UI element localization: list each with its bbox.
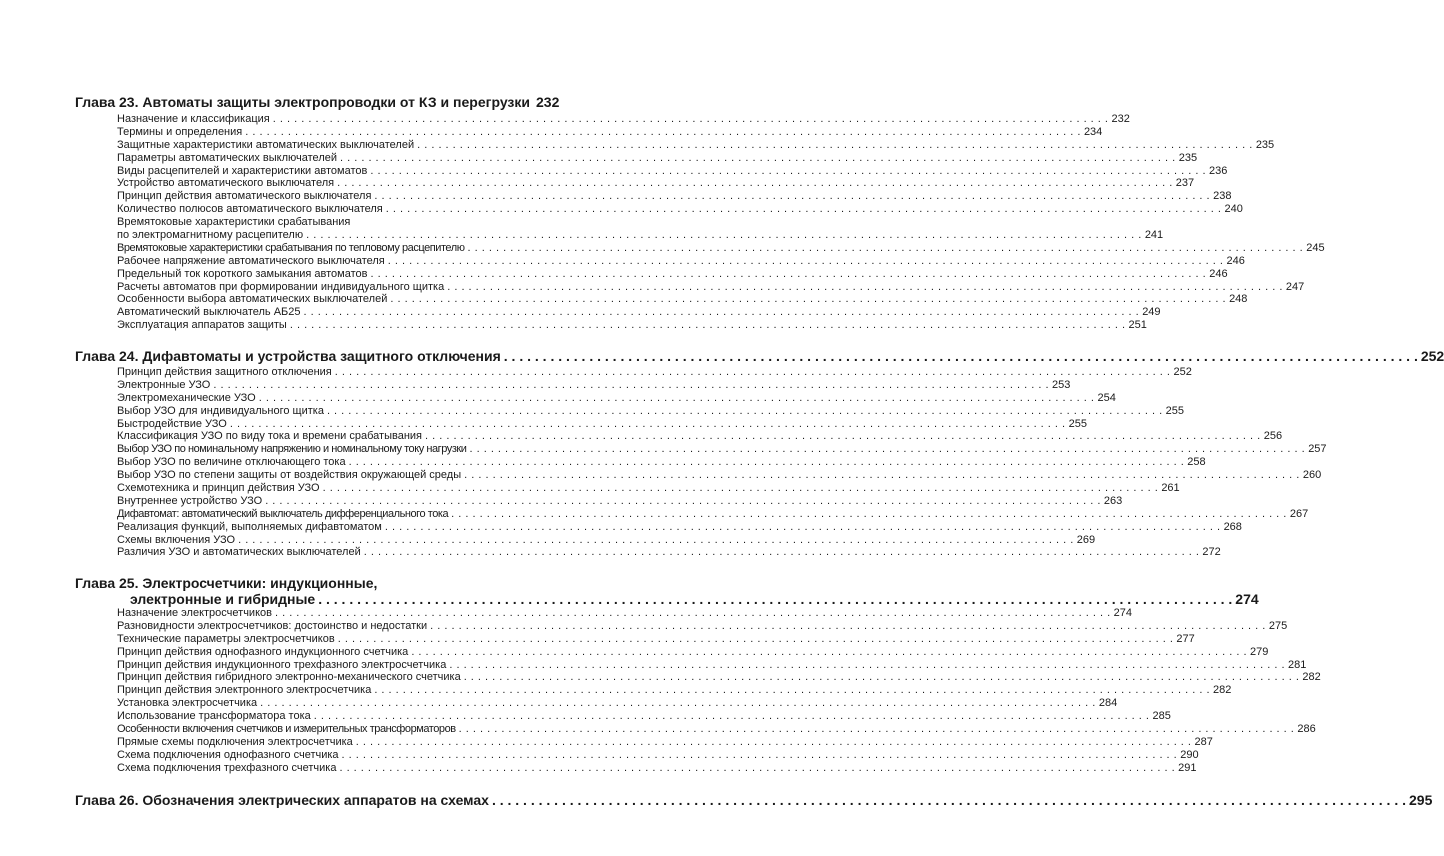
entry-title: Классификация УЗО по виду тока и времени срабатывания	[117, 430, 422, 443]
chapter-page-number: 274	[1235, 591, 1259, 607]
toc-entry[interactable]	[117, 494, 1123, 508]
dot-leader	[385, 521, 1221, 534]
dot-leader	[275, 607, 1111, 620]
entry-title: Схема подключения однофазного счетчика	[117, 748, 339, 761]
dot-leader	[230, 418, 1066, 431]
dot-leader	[290, 319, 1126, 332]
entry-title-continued: по электромагнитному расцепителю	[117, 229, 304, 241]
toc-entry[interactable]	[117, 177, 1195, 190]
dot-leader	[327, 405, 1163, 418]
dot-leader	[447, 281, 1283, 294]
entry-page-number: 238	[1213, 190, 1232, 203]
toc-entry[interactable]	[117, 443, 1327, 456]
entry-title: Электромеханические УЗО	[117, 391, 256, 404]
entry-page-number: 255	[1068, 417, 1087, 430]
entry-title: Прямые схемы подключения электросчетчика	[117, 735, 353, 748]
entry-title: Быстродействие УЗО	[117, 417, 227, 430]
entry-page-number: 256	[1263, 430, 1283, 443]
entry-page-number: 235	[1255, 138, 1275, 151]
toc-entry[interactable]	[117, 658, 1307, 672]
dot-leader	[364, 546, 1200, 559]
chapter-title: Глава 23. Автоматы защиты электропроводки от КЗ и перегрузки	[75, 94, 530, 110]
dot-leader	[339, 762, 1175, 775]
dot-leader	[259, 392, 1095, 405]
toc-entry[interactable]	[117, 112, 1130, 126]
dot-leader	[459, 723, 1295, 736]
dot-leader	[417, 139, 1253, 152]
toc-entry[interactable]	[117, 151, 1198, 165]
entry-page-number: 237	[1175, 177, 1195, 190]
chapter-entries	[117, 365, 1327, 559]
entry-page-number: 236	[1209, 164, 1228, 177]
toc-entry[interactable]	[117, 203, 1243, 216]
chapter-entries	[117, 112, 1325, 332]
entry-title: Внутреннее устройство УЗО	[117, 494, 263, 507]
toc-entry[interactable]	[117, 723, 1316, 736]
entry-title: Выбор УЗО по номинальному напряжению и номинальному току нагрузки	[117, 443, 467, 456]
dot-leader	[238, 534, 1074, 547]
entry-title: Использование трансформатора тока	[117, 710, 311, 723]
entry-page-number: 282	[1302, 671, 1321, 684]
entry-page-number: 281	[1288, 658, 1307, 671]
dot-leader	[245, 126, 1081, 139]
entry-page-number: 258	[1187, 456, 1206, 469]
entry-page-number: 248	[1229, 293, 1248, 306]
dot-leader	[492, 792, 1406, 808]
dot-leader	[449, 659, 1285, 672]
chapter-heading[interactable]	[75, 792, 1433, 808]
entry-page-number: 255	[1165, 404, 1184, 417]
dot-leader	[303, 306, 1139, 319]
dot-leader	[335, 366, 1171, 379]
entry-page-number: 286	[1297, 723, 1316, 735]
chapter-heading[interactable]	[75, 348, 1444, 364]
dot-leader	[411, 646, 1247, 659]
toc-entry[interactable]	[117, 697, 1118, 710]
entry-page-number: 287	[1194, 735, 1213, 748]
dot-leader	[386, 203, 1222, 216]
entry-title: Установка электросчетчика	[117, 697, 258, 710]
entry-page-number: 284	[1098, 697, 1118, 710]
entry-title: Времятоковые характеристики срабатывания по тепловому расцепителю	[117, 241, 465, 254]
toc-entry[interactable]	[117, 417, 1087, 431]
toc-entry[interactable]	[117, 710, 1171, 723]
entry-page-number: 247	[1285, 280, 1305, 293]
entry-page-number: 260	[1302, 469, 1322, 482]
toc-entry[interactable]	[117, 632, 1195, 646]
entry-page-number: 272	[1202, 546, 1221, 559]
toc-entry[interactable]	[117, 507, 1309, 521]
entry-title: Принцип действия электронного электросчетчика	[117, 684, 372, 697]
dot-leader	[464, 671, 1300, 684]
chapter-title: Глава 25. Электросчетчики: индукционные,	[75, 575, 378, 591]
entry-title: Параметры автоматических выключателей	[117, 151, 337, 164]
dot-leader	[374, 684, 1210, 697]
entry-page-number: 274	[1113, 606, 1133, 619]
toc-entry[interactable]	[117, 293, 1248, 306]
dot-leader	[306, 229, 1142, 242]
toc-entry[interactable]	[117, 319, 1147, 332]
entry-page-number: 240	[1224, 203, 1243, 216]
entry-page-number: 246	[1226, 254, 1245, 267]
dot-leader	[323, 482, 1159, 495]
chapter-heading[interactable]	[75, 575, 542, 591]
entry-title: Принцип действия однофазного индукционного счетчика	[117, 645, 409, 658]
entry-title: Расчеты автоматов при формировании индивидуального щитка	[117, 280, 445, 293]
entry-title: Принцип действия защитного отключения	[117, 365, 332, 378]
toc-entry[interactable]	[117, 619, 1288, 633]
entry-page-number: 261	[1161, 482, 1180, 494]
entry-title: Электронные УЗО	[117, 378, 211, 391]
entry-page-number: 263	[1103, 494, 1123, 507]
chapter-title: Глава 24. Дифавтоматы и устройства защитного отключения	[75, 348, 501, 364]
toc-entry[interactable]	[117, 125, 1103, 139]
entry-title: Выбор УЗО по степени защиты от воздействия окружающей среды	[117, 469, 462, 482]
entry-title: Принцип действия автоматического выключателя	[117, 190, 372, 203]
entry-title: Защитные характеристики автоматических выключателей	[117, 138, 415, 151]
entry-title: Автоматический выключатель АБ25	[117, 306, 301, 319]
entry-page-number: 269	[1076, 533, 1096, 546]
entry-title: Дифавтомат: автоматический выключатель дифференциального тока	[117, 507, 449, 520]
toc-entry[interactable]	[117, 391, 1116, 405]
entry-page-number: 267	[1289, 507, 1309, 520]
toc-entry[interactable]	[117, 280, 1305, 294]
entry-title: Количество полюсов автоматического выключателя	[117, 203, 383, 216]
dot-leader	[338, 633, 1174, 646]
entry-title: Особенности выбора автоматических выключателей	[117, 293, 388, 306]
dot-leader	[273, 113, 1109, 126]
entry-page-number: 245	[1306, 241, 1325, 254]
entry-page-number: 277	[1176, 632, 1195, 645]
entry-page-number: 252	[1173, 365, 1192, 378]
dot-leader	[469, 443, 1305, 456]
entry-title: Рабочее напряжение автоматического выключателя	[117, 254, 385, 267]
dot-leader	[213, 379, 1049, 392]
toc-entry[interactable]	[117, 735, 1213, 749]
entry-page-number: 234	[1083, 125, 1103, 138]
toc-entry[interactable]	[117, 546, 1221, 559]
toc-entry[interactable]	[117, 138, 1275, 152]
dot-leader	[504, 348, 1418, 364]
entry-page-number: 253	[1052, 378, 1071, 391]
chapter-title: Глава 26. Обозначения электрических аппаратов на схемах	[75, 792, 489, 808]
chapter-page-number: 252	[1420, 348, 1444, 364]
toc-entry[interactable]	[117, 645, 1269, 659]
dot-leader	[390, 293, 1226, 306]
dot-leader	[430, 620, 1266, 633]
dot-leader	[314, 710, 1150, 723]
entry-title: Эксплуатация аппаратов защиты	[117, 319, 287, 332]
entry-title: Схемы включения УЗО	[117, 533, 236, 546]
entry-page-number: 254	[1097, 391, 1116, 404]
entry-page-number: 275	[1268, 619, 1288, 632]
entry-title: Термины и определения	[117, 125, 243, 138]
entry-page-number: 232	[1111, 112, 1130, 125]
entry-title: Реализация функций, выполняемых дифавтоматом	[117, 520, 382, 533]
dot-leader	[356, 736, 1192, 749]
entry-title: Времятоковые характеристики срабатывания	[117, 216, 351, 229]
dot-leader	[337, 177, 1173, 190]
entry-title: Особенности включения счетчиков и измерительных трансформаторов	[117, 723, 456, 735]
dot-leader	[425, 430, 1261, 443]
toc-entry[interactable]	[117, 533, 1096, 547]
entry-title: Технические параметры электросчетчиков	[117, 632, 335, 645]
entry-title: Назначение электросчетчиков	[117, 606, 272, 619]
toc-entry[interactable]	[117, 241, 1325, 255]
chapter-page-number: 232	[536, 94, 560, 110]
entry-title: Разновидности электросчетчиков: достоинство и недостатки	[117, 619, 428, 632]
dot-leader	[349, 456, 1185, 469]
toc-entry[interactable]	[117, 216, 1164, 242]
toc-entry[interactable]	[117, 748, 1199, 762]
toc-entry[interactable]	[117, 190, 1232, 203]
dot-leader	[451, 508, 1287, 521]
entry-page-number: 241	[1144, 229, 1164, 241]
entry-title: Устройство автоматического выключателя	[117, 177, 335, 190]
toc-entry[interactable]	[117, 404, 1184, 418]
entry-page-number: 257	[1308, 443, 1327, 456]
entry-page-number: 249	[1142, 306, 1161, 319]
chapter-heading[interactable]	[75, 94, 560, 110]
toc-entry[interactable]	[117, 482, 1180, 495]
chapter-heading-continued[interactable]	[130, 591, 1259, 607]
toc-entry[interactable]	[117, 378, 1071, 392]
entry-title: Предельный ток короткого замыкания автоматов	[117, 267, 368, 280]
toc-entry[interactable]	[117, 606, 1133, 620]
dot-leader	[468, 242, 1304, 255]
entry-page-number: 246	[1209, 267, 1228, 280]
toc-entry[interactable]	[117, 761, 1197, 775]
chapter-title-continued: электронные и гибридные	[130, 591, 316, 607]
dot-leader	[374, 190, 1210, 203]
toc-entry[interactable]	[117, 306, 1161, 319]
toc-entry[interactable]	[117, 520, 1242, 534]
entry-title: Схемотехника и принцип действия УЗО	[117, 482, 320, 494]
entry-page-number: 291	[1178, 761, 1197, 774]
entry-title: Назначение и классификация	[117, 112, 270, 125]
toc-entry[interactable]	[117, 254, 1245, 268]
dot-leader	[318, 591, 1232, 607]
toc-entry[interactable]	[117, 469, 1322, 482]
toc-entry[interactable]	[117, 456, 1206, 469]
toc-entry[interactable]	[117, 684, 1232, 697]
entry-page-number: 282	[1213, 684, 1232, 697]
toc-entry[interactable]	[117, 164, 1228, 178]
dot-leader	[370, 165, 1206, 178]
entry-page-number: 268	[1223, 520, 1242, 533]
dot-leader	[464, 469, 1300, 482]
entry-page-number: 290	[1180, 748, 1199, 761]
entry-title: Схема подключения трехфазного счетчика	[117, 761, 337, 774]
chapter-entries	[117, 606, 1321, 775]
dot-leader	[260, 697, 1096, 710]
toc-entry[interactable]	[117, 671, 1321, 684]
toc-entry[interactable]	[117, 430, 1283, 443]
toc-entry[interactable]	[117, 267, 1228, 281]
dot-leader	[371, 268, 1207, 281]
entry-title: Различия УЗО и автоматических выключателей	[117, 546, 361, 559]
dot-leader	[340, 152, 1176, 165]
dot-leader	[342, 749, 1178, 762]
entry-page-number: 285	[1152, 710, 1171, 723]
dot-leader	[388, 255, 1224, 268]
entry-page-number: 251	[1128, 319, 1147, 332]
entry-title: Принцип действия гибридного электронно-механического счетчика	[117, 671, 461, 684]
entry-title: Выбор УЗО по величине отключающего тока	[117, 456, 346, 469]
dot-leader	[265, 495, 1101, 508]
entry-title: Виды расцепителей и характеристики автоматов	[117, 164, 368, 177]
entry-page-number: 235	[1178, 151, 1198, 164]
entry-title: Принцип действия индукционного трехфазного электросчетчика	[117, 658, 447, 671]
toc-entry[interactable]	[117, 365, 1192, 379]
entry-page-number: 279	[1250, 645, 1269, 658]
chapter-page-number: 295	[1409, 792, 1433, 808]
entry-title: Выбор УЗО для индивидуального щитка	[117, 404, 324, 417]
